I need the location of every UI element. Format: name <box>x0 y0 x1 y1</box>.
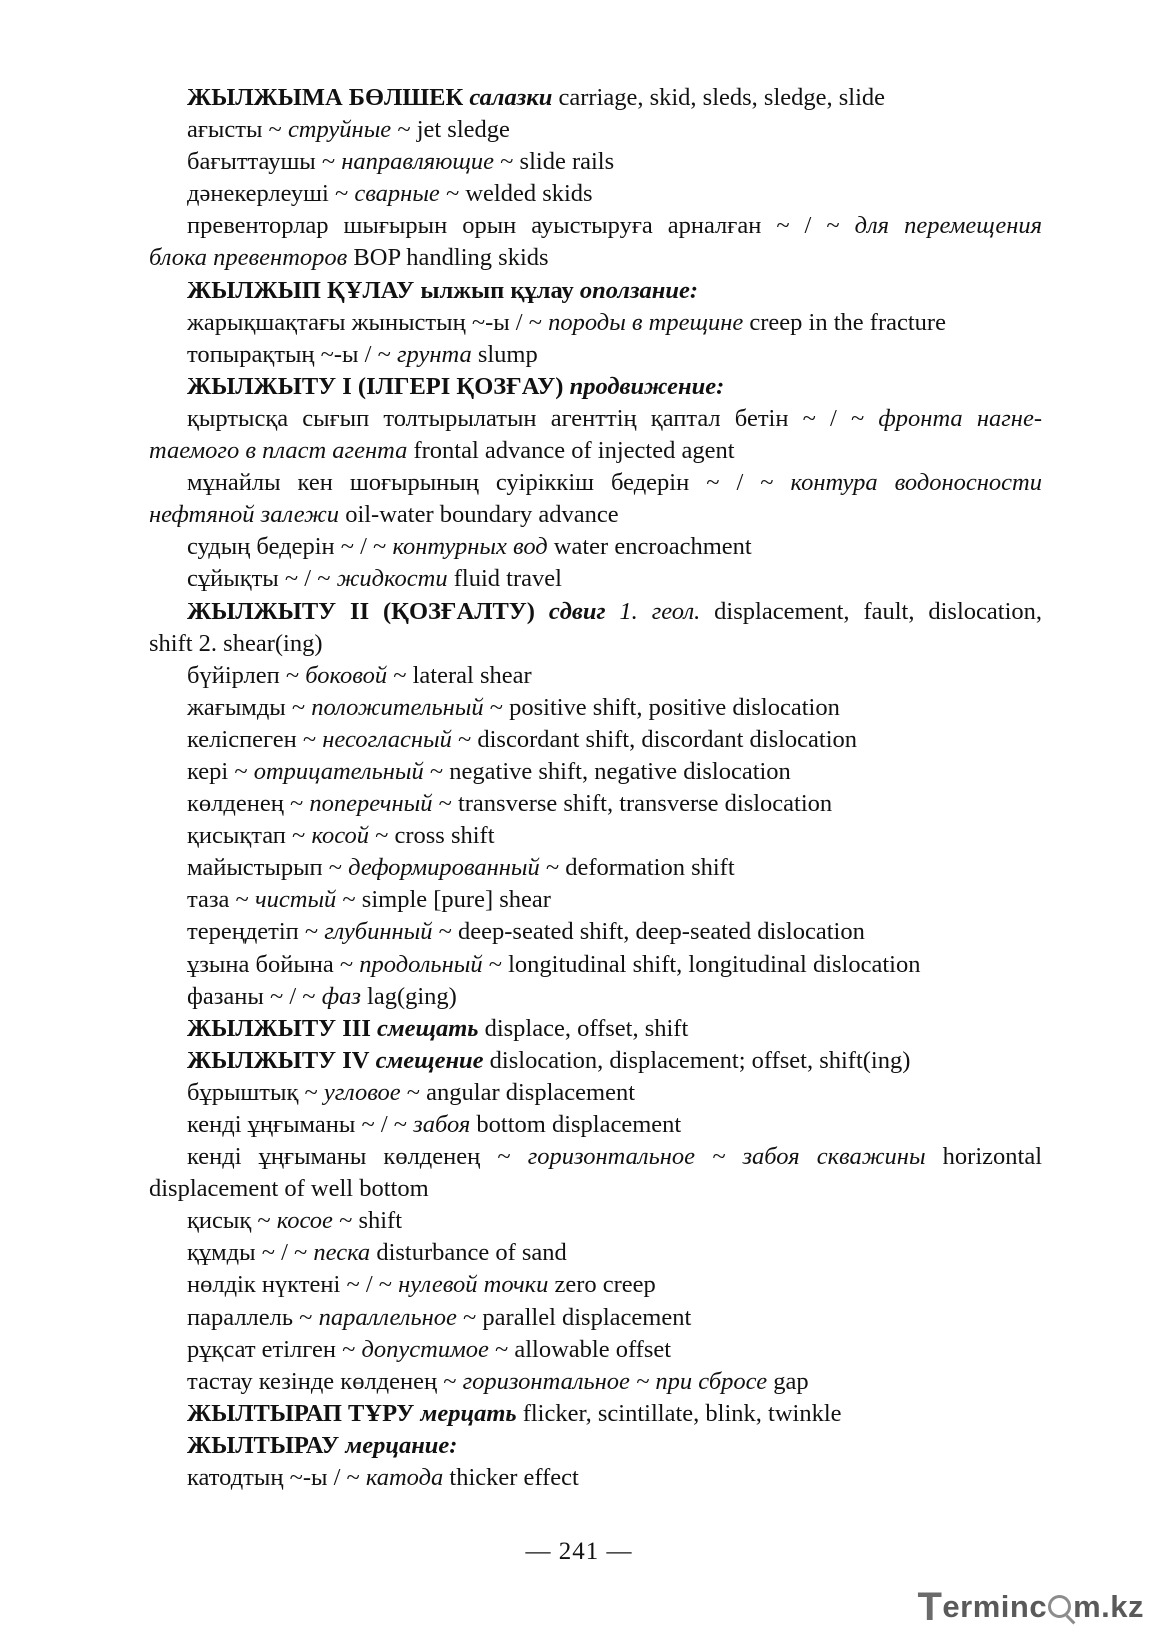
entry-line <box>149 788 1042 820</box>
headword-text: смещение <box>375 1046 484 1074</box>
entry-text: ұзына бойына ~ <box>187 950 360 978</box>
entry-line <box>149 146 1042 178</box>
russian-term-text: таемого в пласт агента <box>149 437 408 465</box>
russian-term-text: фронта нагне- <box>878 404 1042 432</box>
headword-text: ЖЫЛТЫРАУ <box>187 1431 340 1459</box>
entry-line <box>149 692 1042 724</box>
entry-text: displacement, fault, dislocation, <box>700 597 1043 625</box>
entry-line <box>149 339 1042 371</box>
entry-text: жарықшақтағы жыныстың ~-ы / ~ <box>187 308 549 336</box>
entry-line <box>149 242 1042 274</box>
entry-text: slump <box>471 340 538 368</box>
entry-line <box>149 1334 1042 1366</box>
russian-term-text: положительный <box>311 693 484 721</box>
entry-text: ~ shift <box>332 1207 402 1235</box>
entry-line <box>149 499 1042 531</box>
headword-text: мерцание: <box>345 1431 458 1459</box>
russian-term-text: направляющие <box>341 148 495 176</box>
entry-text: қыртысқа сығып толтырылатын агенттің қаптал бетін ~ / ~ <box>187 404 879 432</box>
entry-text: тастау кезінде көлденең ~ <box>187 1367 463 1395</box>
russian-term-text: чистый <box>254 886 337 914</box>
entry-text: рұқсат етілген ~ <box>187 1335 362 1363</box>
entry-text: кенді ұңғыманы көлденең ~ <box>187 1143 528 1171</box>
entry-text: топырақтың ~-ы / ~ <box>187 340 397 368</box>
entry-text: disturbance of sand <box>370 1239 567 1267</box>
page-number: — 241 — <box>525 1538 633 1565</box>
entry-line <box>149 1430 1042 1462</box>
entry-line <box>149 178 1042 210</box>
headword-text: мерцать <box>420 1399 517 1427</box>
entry-line <box>149 1045 1042 1077</box>
entry-text: ағысты ~ <box>187 116 288 144</box>
entry-text: oil-water boundary advance <box>339 501 619 529</box>
russian-term-text: катода <box>365 1464 444 1492</box>
watermark-middle: erminc <box>942 1589 1048 1624</box>
entry-text: қисықтап ~ <box>187 822 312 850</box>
russian-term-text: боковой <box>305 661 388 689</box>
watermark-tail: m.kz <box>1073 1589 1144 1624</box>
entry-text: превенторлар шығырын орын ауыстыруға арналған ~ / ~ <box>187 212 855 240</box>
entry-text: қисық ~ <box>187 1207 277 1235</box>
entry-text: ~ lateral shear <box>387 661 532 689</box>
russian-term-text: несогласный <box>322 725 452 753</box>
russian-term-text: продольный <box>359 950 483 978</box>
entry-text: мұнайлы кен шоғырының суіріккіш бедерін ~ / ~ <box>187 469 791 497</box>
watermark-initial: T <box>917 1585 943 1629</box>
headword-text: смещать <box>377 1014 479 1042</box>
entry-text: lag(ging) <box>360 982 457 1010</box>
headword-text: ЖЫЛЖЫТУ ІІ (ҚОЗҒАЛТУ) <box>187 597 535 625</box>
entry-text: creep in the fracture <box>743 308 946 336</box>
entry-text: фазаны ~ / ~ <box>187 982 322 1010</box>
entry-line <box>149 1302 1042 1334</box>
entry-line <box>149 756 1042 788</box>
entry-text: тереңдетіп ~ <box>187 918 325 946</box>
entry-text: carriage, skid, sleds, sledge, slide <box>552 84 886 111</box>
entry-text: кері ~ <box>187 757 254 785</box>
entry-text: flicker, scintillate, blink, twinkle <box>516 1399 842 1427</box>
entry-line <box>149 628 1042 660</box>
entry-line <box>149 275 1042 307</box>
entry-line <box>149 1141 1042 1173</box>
entry-text: ~ cross shift <box>368 822 495 850</box>
headword-text: ЖЫЛЖЫТУ І (ІЛГЕРІ ҚОЗҒАУ) <box>187 372 564 400</box>
russian-term-text: деформированный <box>348 854 540 882</box>
entry-text: dislocation, displacement; offset, shift(ing) <box>483 1046 911 1074</box>
entry-line <box>149 1013 1042 1045</box>
entry-text: параллель ~ <box>187 1303 319 1331</box>
russian-term-text: забоя <box>413 1111 471 1138</box>
entry-text: fluid travel <box>447 565 562 593</box>
entry-text: ~ allowable offset <box>488 1335 672 1363</box>
entry-line <box>149 1462 1042 1494</box>
entry-line <box>149 949 1042 981</box>
entry-line <box>149 1173 1042 1205</box>
entry-line <box>149 852 1042 884</box>
russian-term-text: для перемещения <box>854 212 1042 240</box>
entry-text: сұйықты ~ / ~ <box>187 565 337 593</box>
russian-term-text: глубинный <box>324 918 433 946</box>
entry-text: нөлдік нүктені ~ / ~ <box>187 1271 399 1299</box>
entry-text: дәнекерлеуші ~ <box>187 180 355 208</box>
entry-text: ~ transverse shift, transverse dislocation <box>432 790 833 818</box>
entry-line <box>149 210 1042 242</box>
entry-text: gap <box>767 1367 809 1395</box>
headword-text: салазки <box>469 84 553 111</box>
headword-text: ЖЫЛЖЫТУ ІІІ <box>187 1014 371 1042</box>
russian-term-text: песка <box>313 1239 371 1267</box>
entry-text: thicker effect <box>443 1464 579 1492</box>
russian-term-text: грунта <box>396 340 472 368</box>
entry-line <box>149 403 1042 435</box>
entry-text: жағымды ~ <box>187 693 312 721</box>
entry-text: displacement of well bottom <box>149 1175 429 1203</box>
entry-text: ~ jet sledge <box>391 116 510 144</box>
headword-text: сдвиг <box>548 597 606 625</box>
entry-text: zero creep <box>548 1271 656 1299</box>
russian-term-text: горизонтальное ~ при сбросе <box>462 1367 768 1395</box>
entry-text: BOP handling skids <box>347 244 549 272</box>
entry-line <box>149 371 1042 403</box>
entry-text: ~ simple [pure] shear <box>336 886 551 914</box>
entry-line <box>149 981 1042 1013</box>
entry-text: frontal advance of injected agent <box>407 437 735 465</box>
headword-text: ЖЫЛТЫРАП ТҰРУ <box>187 1399 415 1427</box>
entry-text: таза ~ <box>187 886 255 914</box>
entry-line <box>149 1269 1042 1301</box>
russian-term-text: угловое <box>323 1078 401 1106</box>
entry-text <box>535 598 549 625</box>
entry-text: катодтың ~-ы / ~ <box>187 1464 366 1492</box>
russian-term-text: контура водоносности <box>790 469 1043 497</box>
entry-text: ~ slide rails <box>494 148 615 176</box>
headword-text: ЖЫЛЖЫМА БӨЛШЕК <box>187 84 464 111</box>
headword-text: ЖЫЛЖЫТУ ІV <box>187 1046 370 1074</box>
entry-line <box>149 1398 1042 1430</box>
entry-line <box>149 1366 1042 1398</box>
entry-text: water encroachment <box>547 533 752 561</box>
entry-text: ~ positive shift, positive dislocation <box>483 693 840 721</box>
entry-line <box>149 563 1042 595</box>
russian-term-text: фаз <box>321 982 361 1010</box>
entry-line <box>149 724 1042 756</box>
entry-text <box>606 598 620 625</box>
entry-text: ~ longitudinal shift, longitudinal dislocation <box>482 950 921 978</box>
russian-term-text: контурных вод <box>392 533 548 561</box>
entry-line <box>149 1109 1042 1141</box>
entry-text: displace, offset, shift <box>478 1014 689 1042</box>
entry-text: horizontal <box>925 1143 1042 1171</box>
russian-term-text: отрицательный <box>253 757 424 785</box>
entry-text: ~ angular displacement <box>400 1078 636 1106</box>
entry-text: көлденең ~ <box>187 790 310 818</box>
entry-line <box>149 660 1042 692</box>
entry-text: ~ deformation shift <box>539 854 735 882</box>
magnifier-icon <box>1048 1595 1071 1618</box>
russian-term-text: горизонтальное ~ забоя скважины <box>527 1143 926 1171</box>
entry-line <box>149 596 1042 628</box>
entry-line <box>149 435 1042 467</box>
entry-text: бұрыштық ~ <box>187 1078 324 1106</box>
russian-term-text: поперечный <box>309 790 433 818</box>
dictionary-page <box>149 82 1042 1494</box>
entry-line <box>149 82 1042 114</box>
entry-text: бүйірлеп ~ <box>187 661 306 689</box>
russian-term-text: нулевой точки <box>398 1271 549 1299</box>
entry-text: судың бедерін ~ / ~ <box>187 533 393 561</box>
termincom-watermark <box>917 1585 1144 1630</box>
entry-text: ~ parallel displacement <box>456 1303 692 1331</box>
entry-text: bottom displacement <box>470 1111 682 1138</box>
entry-line <box>149 1205 1042 1237</box>
entry-line <box>149 307 1042 339</box>
russian-term-text: параллельное <box>318 1303 457 1331</box>
russian-term-text: нефтяной залежи <box>149 501 340 529</box>
russian-term-text: косой <box>311 822 369 850</box>
headword-text: продвижение: <box>569 372 725 400</box>
entry-text: ~ discordant shift, discordant dislocation <box>451 725 858 753</box>
entry-line <box>149 531 1042 563</box>
entry-line <box>149 916 1042 948</box>
entry-line <box>149 114 1042 146</box>
entry-text: келіспеген ~ <box>187 725 323 753</box>
russian-term-text: блока превенторов <box>149 244 348 272</box>
entry-text: бағыттаушы ~ <box>187 148 342 176</box>
russian-term-text: косое <box>276 1207 333 1235</box>
entry-line <box>149 820 1042 852</box>
russian-term-text: породы в трещине <box>548 308 744 336</box>
entry-text: ~ welded skids <box>439 180 593 208</box>
headword-text: ЖЫЛЖЫП ҚҰЛАУ ылжып құлау <box>187 276 574 304</box>
russian-term-text: струйные <box>287 116 392 144</box>
entry-line <box>149 884 1042 916</box>
entry-text: ~ negative shift, negative dislocation <box>423 757 791 785</box>
entry-text: ~ deep-seated shift, deep-seated dislocation <box>432 918 865 946</box>
russian-term-text: сварные <box>354 180 440 208</box>
entry-text: құмды ~ / ~ <box>187 1239 314 1267</box>
russian-term-text: жидкости <box>336 565 448 593</box>
entry-text: кенді ұңғыманы ~ / ~ <box>187 1111 414 1138</box>
russian-term-text: 1. геол. <box>619 597 701 625</box>
entry-line <box>149 467 1042 499</box>
headword-text: оползание: <box>579 276 699 304</box>
entry-text: майыстырып ~ <box>187 854 349 882</box>
entry-line <box>149 1077 1042 1109</box>
entry-line <box>149 1237 1042 1269</box>
entry-text: shift 2. shear(ing) <box>149 629 323 657</box>
russian-term-text: допустимое <box>361 1335 489 1363</box>
